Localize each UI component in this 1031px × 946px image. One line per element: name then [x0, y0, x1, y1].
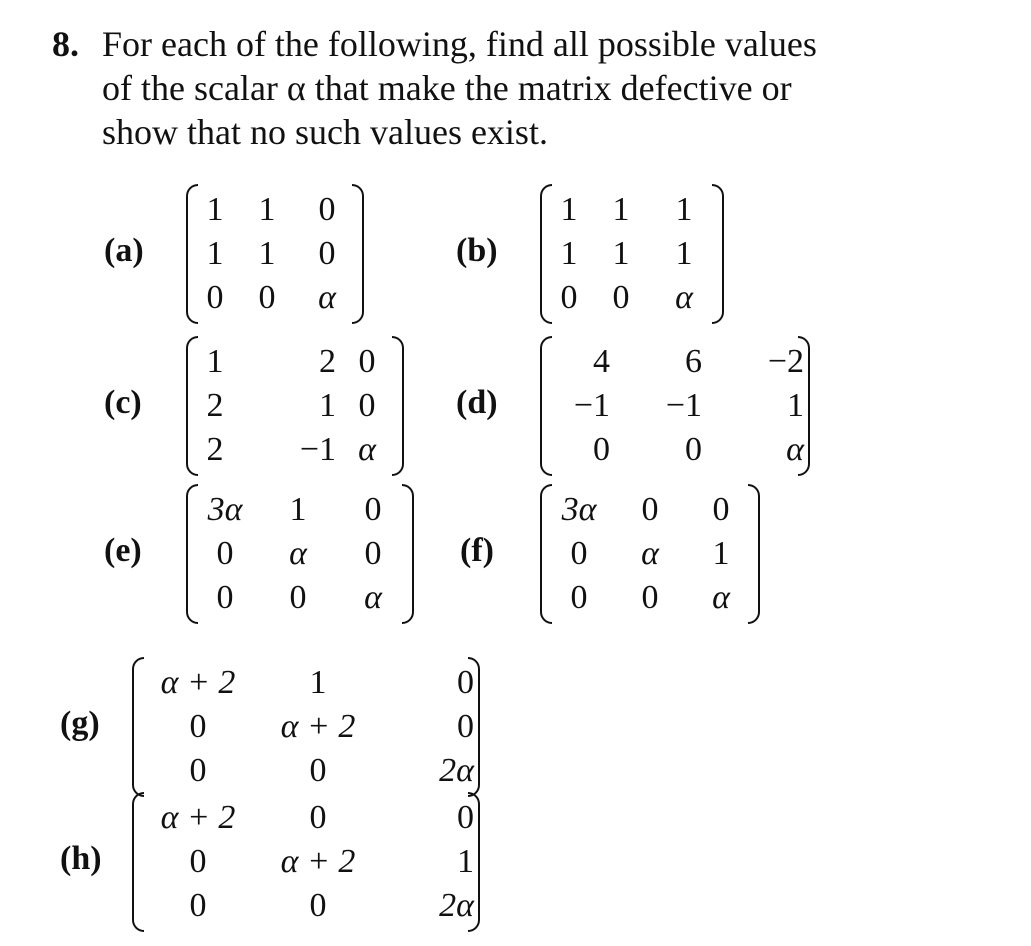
- part-c-label: (c): [104, 384, 142, 421]
- matrix-entry: 1: [206, 343, 224, 380]
- matrix-entry: 0: [641, 579, 659, 616]
- part-a-matrix: [192, 188, 358, 320]
- matrix-entry: 1: [560, 235, 578, 272]
- matrix-entry: 0: [457, 799, 474, 836]
- matrix-entry: 0: [364, 491, 382, 528]
- matrix-entry: 4: [593, 343, 610, 380]
- matrix-entry: 2α: [439, 887, 474, 924]
- problem-text: [102, 22, 882, 154]
- matrix-entry: 0: [641, 491, 659, 528]
- part-f-matrix: [546, 488, 754, 620]
- matrix-entry: 6: [685, 343, 702, 380]
- part-e-matrix: [192, 488, 408, 620]
- matrix-entry: 1: [787, 387, 804, 424]
- part-h-matrix: [138, 796, 474, 928]
- matrix-entry: α: [289, 535, 307, 572]
- matrix-entry: 0: [560, 279, 578, 316]
- part-d-matrix: [546, 340, 804, 472]
- matrix-entry: 3α: [561, 491, 597, 528]
- matrix-entry: −2: [767, 343, 804, 380]
- matrix-entry: 0: [364, 535, 382, 572]
- part-g-matrix: [138, 661, 474, 793]
- matrix-entry: 1: [612, 191, 630, 228]
- matrix-entry: 0: [206, 279, 224, 316]
- matrix-entry: 0: [457, 708, 474, 745]
- matrix-entry: 0: [685, 431, 702, 468]
- matrix-entry: 1: [206, 191, 224, 228]
- matrix-entry: α: [675, 279, 693, 316]
- matrix-entry: 1: [675, 191, 693, 228]
- part-b-label: (b): [456, 232, 498, 269]
- matrix-entry: 1: [675, 235, 693, 272]
- matrix-entry: α: [712, 579, 730, 616]
- matrix-entry: 0: [593, 431, 610, 468]
- matrix-entry: 1: [309, 664, 327, 701]
- matrix-entry: 1: [289, 491, 307, 528]
- matrix-entry: 3α: [207, 491, 243, 528]
- matrix-entry: 0: [258, 279, 276, 316]
- matrix-entry: 0: [216, 535, 234, 572]
- matrix-entry: −1: [665, 387, 702, 424]
- matrix-entry: α + 2: [160, 664, 236, 701]
- matrix-entry: 0: [309, 752, 327, 789]
- matrix-entry: 0: [358, 343, 376, 380]
- matrix-entry: 1: [206, 235, 224, 272]
- problem-number: 8.: [52, 24, 79, 64]
- matrix-entry: 0: [612, 279, 630, 316]
- matrix-entry: −1: [299, 431, 336, 468]
- problem-text-line-1: For each of the following, find all possible values: [102, 24, 817, 64]
- matrix-entry: 0: [318, 235, 336, 272]
- matrix-entry: α: [318, 279, 336, 316]
- matrix-entry: 1: [612, 235, 630, 272]
- part-a-label: (a): [104, 232, 144, 269]
- part-c-matrix: [192, 340, 398, 472]
- problem-statement: [52, 22, 882, 154]
- matrix-entry: 0: [189, 843, 207, 880]
- part-b-matrix: [546, 188, 718, 320]
- part-h-label: (h): [60, 840, 102, 877]
- matrix-entry: 1: [258, 191, 276, 228]
- matrix-entry: α: [786, 431, 804, 468]
- matrix-entry: α: [358, 431, 376, 468]
- matrix-entry: α: [364, 579, 382, 616]
- matrix-entry: 0: [289, 579, 307, 616]
- matrix-entry: α + 2: [160, 799, 236, 836]
- matrix-entry: α + 2: [280, 708, 356, 745]
- problem-text-line-3: show that no such values exist.: [102, 112, 548, 152]
- matrix-entry: 1: [258, 235, 276, 272]
- matrix-entry: 0: [318, 191, 336, 228]
- matrix-entry: α: [641, 535, 659, 572]
- matrix-entry: 1: [319, 387, 336, 424]
- matrix-entry: 1: [560, 191, 578, 228]
- matrix-entry: 0: [570, 579, 588, 616]
- matrix-entry: 2: [206, 431, 224, 468]
- matrix-entry: 0: [457, 664, 474, 701]
- matrix-entry: −1: [573, 387, 610, 424]
- part-f-label: (f): [460, 532, 494, 569]
- matrix-entry: 0: [189, 752, 207, 789]
- matrix-entry: 0: [309, 799, 327, 836]
- part-d-label: (d): [456, 384, 498, 421]
- matrix-entry: 0: [358, 387, 376, 424]
- matrix-entry: 2α: [439, 752, 474, 789]
- matrix-entry: 0: [189, 708, 207, 745]
- matrix-entry: 1: [457, 843, 474, 880]
- matrix-entry: 0: [570, 535, 588, 572]
- problem-text-line-2: of the scalar α that make the matrix defective or: [102, 68, 792, 108]
- part-g-label: (g): [60, 705, 100, 742]
- matrix-entry: 0: [216, 579, 234, 616]
- matrix-entry: 0: [309, 887, 327, 924]
- part-e-label: (e): [104, 532, 142, 569]
- matrix-entry: 0: [712, 491, 730, 528]
- matrix-entry: 2: [206, 387, 224, 424]
- matrix-entry: 2: [319, 343, 336, 380]
- matrix-entry: 0: [189, 887, 207, 924]
- matrix-entry: 1: [712, 535, 730, 572]
- matrix-entry: α + 2: [280, 843, 356, 880]
